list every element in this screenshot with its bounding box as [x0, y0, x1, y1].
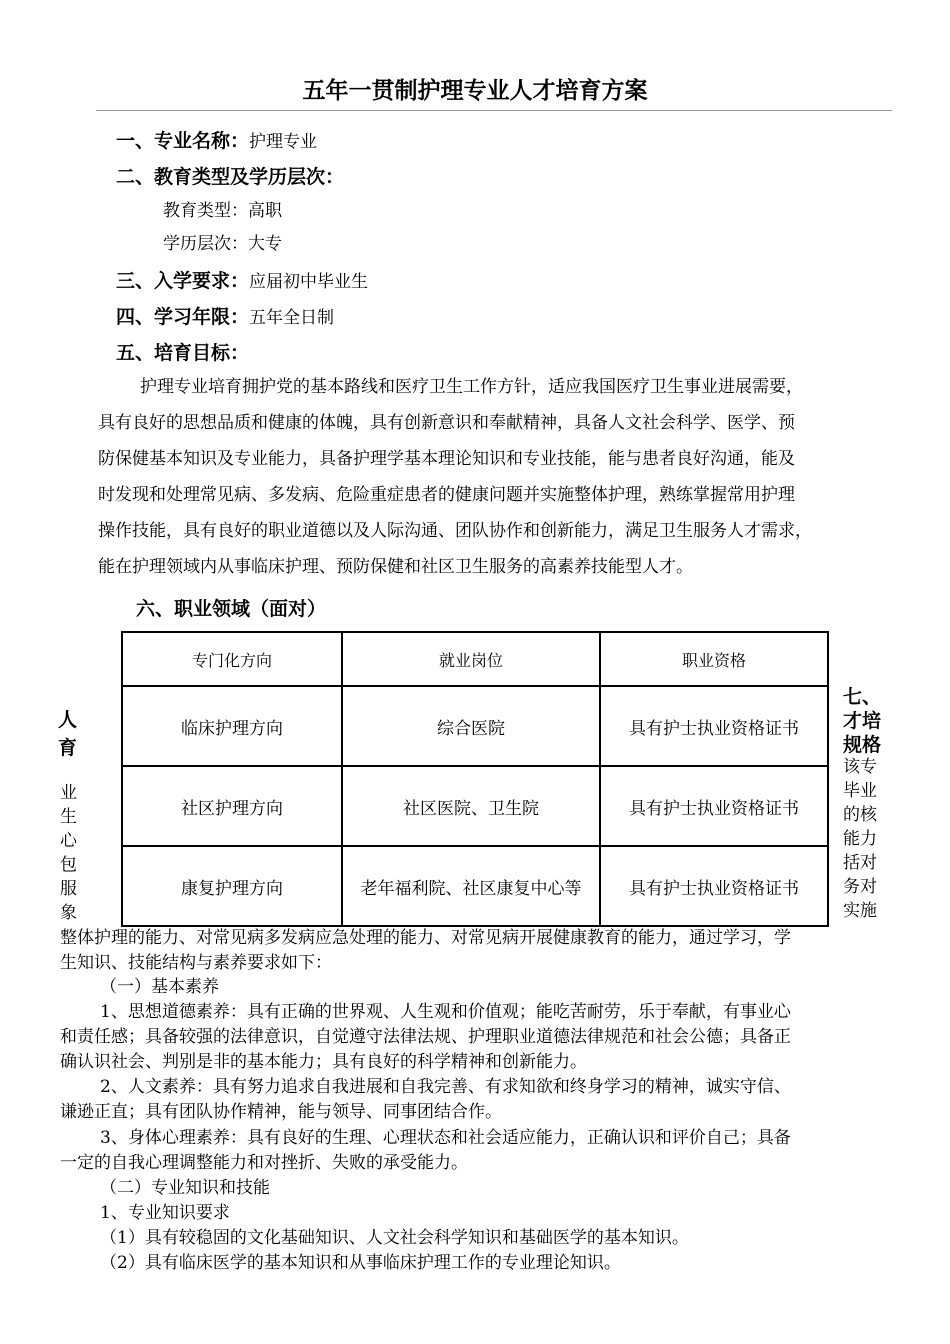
knowledge-item-1: （1）具有较稳固的文化基础知识、人文社会科学知识和基础医学的基本知识。 [100, 1228, 689, 1248]
right-fragment-line: 括对 [843, 853, 877, 873]
left-fragment-char: 心 [60, 831, 77, 851]
knowledge-item-2: （2）具有临床医学的基本知识和从事临床护理工作的专业理论知识。 [100, 1253, 621, 1273]
basic-quality-heading: （一）基本素养 [100, 977, 219, 997]
table-cell: 具有护士执业资格证书 [600, 686, 828, 766]
section-5-label: 五、培育目标： [116, 342, 250, 364]
spec-line-1: 整体护理的能力、对常见病多发病应急处理的能力、对常见病开展健康教育的能力，通过学习，学 [60, 928, 791, 948]
section-1 [116, 126, 317, 153]
left-fragment-bold-1: 人 [58, 709, 78, 731]
quality-1-line-1: 1、思想道德素养：具有正确的世界观、人生观和价值观；能吃苦耐劳，乐于奉献，有事业心 [100, 1002, 791, 1022]
page-title: 五年一贯制护理专业人才培育方案 [302, 78, 648, 104]
right-fragment-line: 该专 [843, 757, 877, 777]
section-3-label: 三、入学要求： [116, 270, 250, 292]
professional-heading: （二）专业知识和技能 [100, 1178, 270, 1198]
quality-2-line-2: 谦逊正直；具有团队协作精神，能与领导、同事团结合作。 [60, 1102, 502, 1122]
table-row [122, 846, 828, 926]
goal-line-1: 护理专业培育拥护党的基本路线和医疗卫生工作方针，适应我国医疗卫生事业进展需要， [140, 377, 803, 397]
section-1-value: 护理专业 [249, 132, 318, 152]
section-3-value: 应届初中毕业生 [249, 272, 369, 292]
table-cell: 临床护理方向 [122, 686, 342, 766]
table-header: 专门化方向 [122, 632, 342, 686]
section-6 [136, 594, 326, 621]
table-row [122, 686, 828, 766]
right-fragment-bold-3: 规格 [843, 734, 882, 756]
knowledge-heading: 1、专业知识要求 [100, 1203, 230, 1223]
goal-line-6: 能在护理领域内从事临床护理、预防保健和社区卫生服务的高素养技能型人才。 [98, 557, 693, 577]
left-fragment-char: 象 [60, 903, 77, 923]
table-cell: 综合医院 [342, 686, 600, 766]
right-fragment-bold-2: 才培 [843, 710, 882, 732]
section-6-label: 六、职业领域（面对） [136, 598, 327, 620]
table-cell: 具有护士执业资格证书 [600, 846, 828, 926]
left-fragment-char: 业 [60, 783, 77, 803]
quality-1-line-3: 确认识社会、判别是非的基本能力；具有良好的科学精神和创新能力。 [60, 1052, 587, 1072]
section-4-label: 四、学习年限： [116, 306, 250, 328]
education-type: 教育类型：高职 [163, 201, 282, 221]
left-fragment-char: 服 [60, 879, 77, 899]
right-fragment-line: 实施 [843, 901, 877, 921]
section-4-value: 五年全日制 [249, 308, 335, 328]
table-cell: 老年福利院、社区康复中心等 [342, 846, 600, 926]
table-cell: 具有护士执业资格证书 [600, 766, 828, 846]
right-fragment-line: 毕业 [843, 781, 877, 801]
quality-2-line-1: 2、人文素养：具有努力追求自我进展和自我完善、有求知欲和终身学习的精神，诚实守信、 [100, 1077, 791, 1097]
table-header: 就业岗位 [342, 632, 600, 686]
right-fragment-bold-1: 七、 [843, 686, 882, 708]
goal-line-2: 具有良好的思想品质和健康的体魄，具有创新意识和奉献精神，具备人文社会科学、医学、预 [98, 413, 795, 433]
title-rule [96, 110, 892, 111]
table-cell: 社区护理方向 [122, 766, 342, 846]
table-row [122, 766, 828, 846]
goal-line-4: 时发现和处理常见病、多发病、危险重症患者的健康问题并实施整体护理，熟练掌握常用护理 [98, 485, 795, 505]
table-cell: 社区医院、卫生院 [342, 766, 600, 846]
goal-line-3: 防保健基本知识及专业能力，具备护理学基本理论知识和专业技能，能与患者良好沟通，能及 [98, 449, 795, 469]
table-header: 职业资格 [600, 632, 828, 686]
section-1-label: 一、专业名称： [116, 130, 250, 152]
left-fragment-char: 生 [60, 807, 77, 827]
quality-3-line-1: 3、身体心理素养：具有良好的生理、心理状态和社会适应能力，正确认识和评价自己；具备 [100, 1128, 791, 1148]
career-table [121, 631, 829, 927]
section-2-label: 二、教育类型及学历层次： [116, 166, 345, 188]
goal-line-5: 操作技能，具有良好的职业道德以及人际沟通、团队协作和创新能力，满足卫生服务人才需求， [98, 521, 812, 541]
table-header-row [122, 632, 828, 686]
left-fragment-char: 包 [60, 855, 77, 875]
section-5 [116, 338, 249, 365]
table-cell: 康复护理方向 [122, 846, 342, 926]
left-fragment-bold-2: 育 [58, 737, 78, 759]
right-fragment-line: 的核 [843, 805, 877, 825]
spec-line-2: 生知识、技能结构与素养要求如下： [60, 953, 332, 973]
section-3 [116, 266, 368, 293]
quality-3-line-2: 一定的自我心理调整能力和对挫折、失败的承受能力。 [60, 1153, 468, 1173]
education-level: 学历层次：大专 [163, 234, 282, 254]
right-fragment-line: 能力 [843, 829, 877, 849]
section-2 [116, 162, 344, 189]
section-4 [116, 302, 334, 329]
right-fragment-line: 务对 [843, 877, 877, 897]
quality-1-line-2: 和责任感；具备较强的法律意识，自觉遵守法律法规、护理职业道德法律规范和社会公德；具备正 [60, 1027, 791, 1047]
